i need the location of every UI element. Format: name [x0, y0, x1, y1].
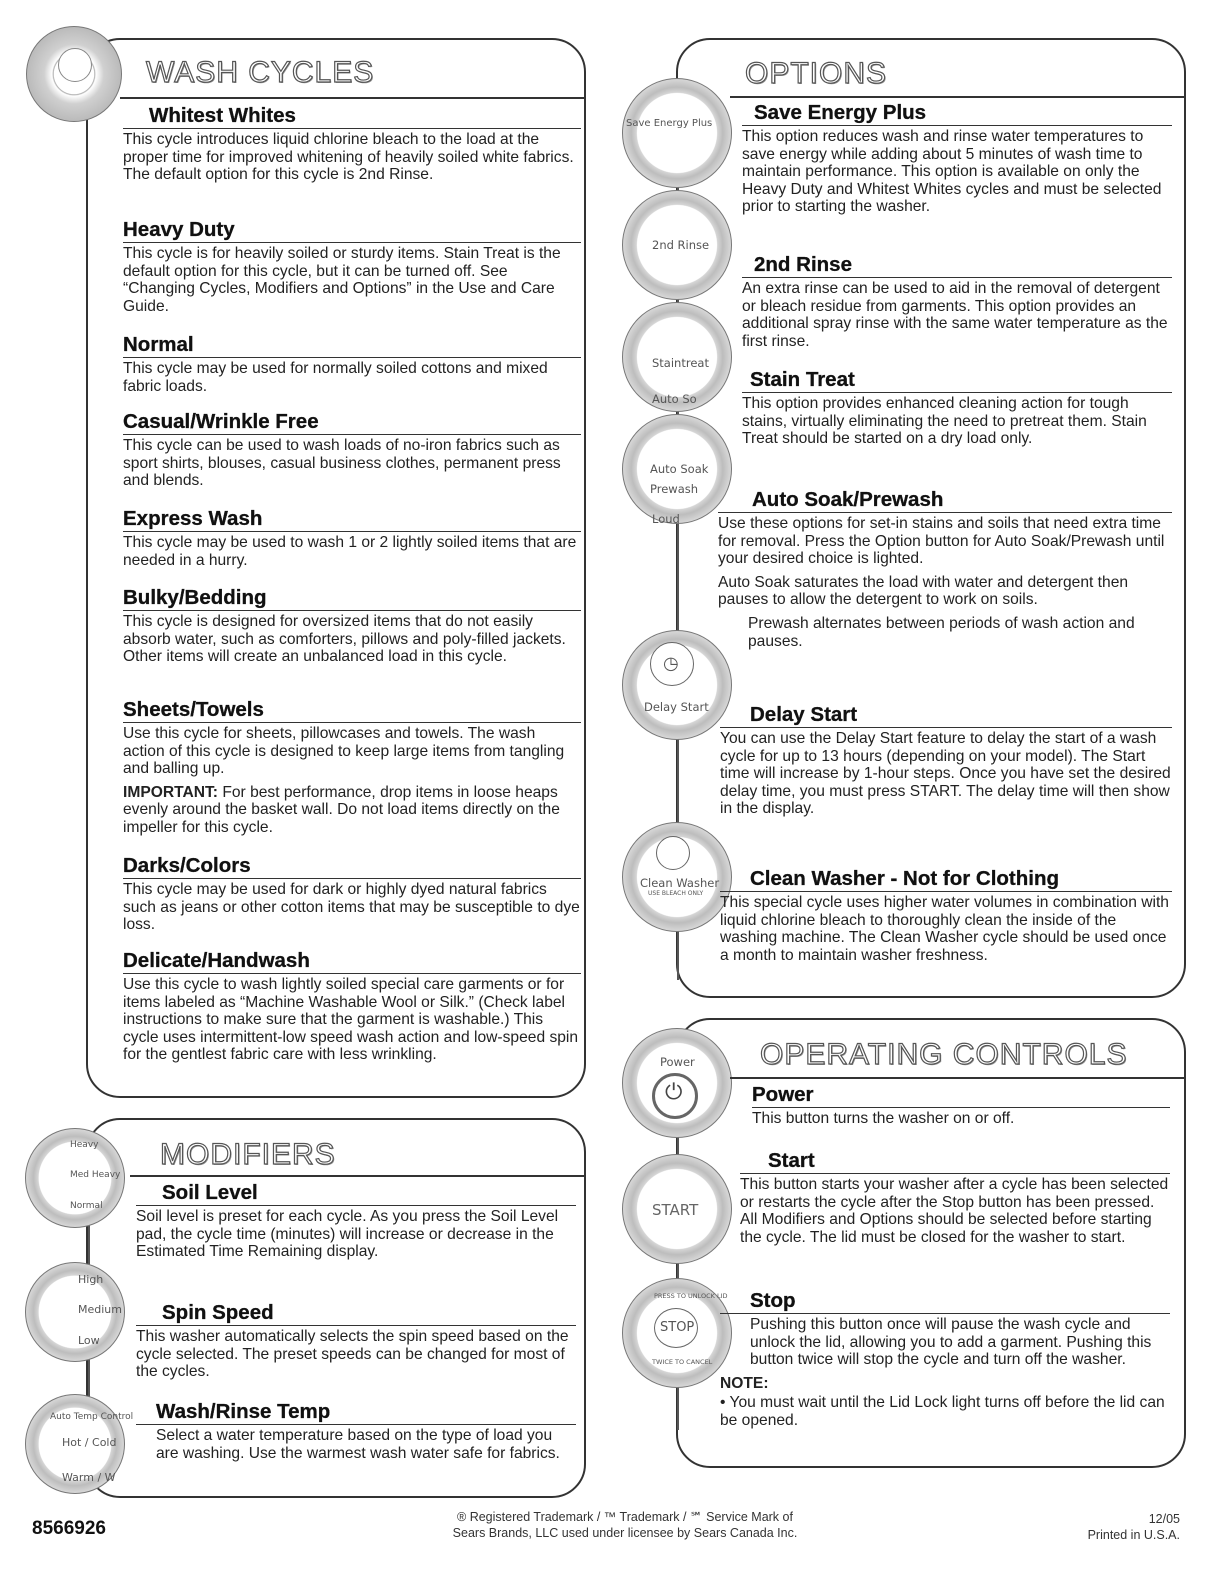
heading-stop: Stop [720, 1289, 1170, 1314]
power-knob-label: Power [660, 1055, 695, 1069]
modifiers-title: MODIFIERS [160, 1138, 336, 1171]
soil-label-normal: Normal [70, 1201, 103, 1211]
heading-start: Start [740, 1149, 1170, 1174]
body-stain-treat: This option provides enhanced cleaning action for tough stains, virtually eliminating the need to pretreat them. Stain Treat should be started on a dry load only. [742, 395, 1147, 448]
modifiers-title-rule [130, 1175, 586, 1177]
heading-delay-start: Delay Start [720, 703, 1172, 728]
section-whitest-whites [123, 104, 581, 184]
staintreat-knob-label: Staintreat [652, 356, 709, 370]
section-darks-colors [123, 854, 581, 934]
heading-casual-wrinkle-free: Casual/Wrinkle Free [123, 410, 581, 435]
heading-2nd-rinse: 2nd Rinse [742, 253, 1172, 278]
body-casual-wrinkle-free: This cycle can be used to wash loads of no-iron fabrics such as sport shirts, blouses, casual business clothes, permanent press and blends. [123, 437, 561, 490]
heading-sheets-towels: Sheets/Towels [123, 698, 581, 723]
delay-start-clock-icon: ◷ [663, 653, 679, 674]
body-spin-speed: This washer automatically selects the spin speed based on the cycle selected. The preset speeds can be changed for most of the cycles. [136, 1328, 569, 1381]
heading-power: Power [752, 1083, 1170, 1108]
temp-label-hot-cold: Hot / Cold [62, 1436, 117, 1449]
section-heavy-duty [123, 218, 581, 315]
body-heavy-duty: This cycle is for heavily soiled or sturdy items. Stain Treat is the default option for this cycle, but it can be turned off. See “Changing Cycles, Modifiers and Options” in the Use and Care Guide. [123, 245, 561, 315]
start-button-label[interactable]: START [652, 1201, 699, 1219]
temp-label-warm: Warm / W [62, 1471, 116, 1484]
body-start: This button starts your washer after a cycle has been selected or restarts the cycle after the Stop button has been pressed. All Modifiers and Options should be selected before starting the cycle. The lid must be closed for the washer to start. [740, 1176, 1169, 1246]
body-darks-colors: This cycle may be used for dark or highly dyed natural fabrics such as jeans or other cotton items that may be susceptible to dye loss. [123, 881, 580, 934]
section-start [740, 1149, 1170, 1246]
auto-soak-knob-label: Auto Soak [650, 462, 709, 476]
auto-soak-top-label: Auto So [652, 392, 697, 406]
wash-cycles-title-rule [120, 97, 586, 99]
stop-button-label: STOP [660, 1320, 695, 1335]
heading-delicate-handwash: Delicate/Handwash [123, 949, 581, 974]
delay-start-knob-label: Delay Start [644, 700, 709, 714]
body-sheets-towels: Use this cycle for sheets, pillowcases and towels. The wash action of this cycle is designed to keep large items from tangling and balling up. [123, 725, 565, 778]
section-2nd-rinse [742, 253, 1172, 350]
section-save-energy-plus [742, 101, 1172, 216]
stop-ring-bottom-label: TWICE TO CANCEL [652, 1358, 713, 1366]
body-whitest-whites: This cycle introduces liquid chlorine bleach to the load at the proper time for improved whitening of heavily soiled white fabrics. The default option for this cycle is 2nd Rinse. [123, 131, 574, 184]
save-energy-plus-knob[interactable] [622, 78, 732, 188]
power-icon: ⏻ [665, 1080, 683, 1105]
section-spin-speed [136, 1301, 576, 1381]
spin-label-medium: Medium [78, 1303, 122, 1316]
heading-whitest-whites: Whitest Whites [123, 104, 581, 129]
body-bulky-bedding: This cycle is designed for oversized items that do not easily absorb water, such as comforters, pillows and poly-filled jackets. Other items will create an unbalanced load in this cycle. [123, 613, 566, 666]
body-wash-rinse-temp: Select a water temperature based on the type of load you are washing. Use the warmest wash water safe for fabrics. [156, 1427, 560, 1462]
section-soil-level [136, 1181, 576, 1261]
heading-bulky-bedding: Bulky/Bedding [123, 586, 581, 611]
clean-washer-button[interactable] [656, 836, 690, 870]
heading-express-wash: Express Wash [123, 507, 581, 532]
printed-in: Printed in U.S.A. [1087, 1528, 1180, 1542]
section-power [752, 1083, 1170, 1128]
spin-label-high: High [78, 1273, 104, 1286]
wash-cycles-knob-center-icon [58, 48, 92, 82]
body-stop: Pushing this button once will pause the wash cycle and unlock the lid, allowing you to add a garment. Pushing this button twice will stop the cycle and turn off the washer. [750, 1316, 1152, 1369]
options-title-rule [730, 96, 1186, 98]
heading-wash-rinse-temp: Wash/Rinse Temp [136, 1400, 576, 1425]
body-auto-soak-prewash: Use these options for set-in stains and soils that need extra time for removal. Press the Option button for Auto Soak/Prewash until your desired choice is lighted. [718, 515, 1165, 568]
section-auto-soak-prewash [718, 488, 1172, 650]
section-normal [123, 333, 581, 395]
important-label: IMPORTANT: [123, 783, 218, 801]
options-title: OPTIONS [745, 57, 888, 90]
body3-auto-soak-prewash: Prewash alternates between periods of wash action and pauses. [748, 614, 1135, 650]
body-clean-washer: This special cycle uses higher water volumes in combination with liquid chlorine bleach to thoroughly clean the inside of the washing machine. The Clean Washer cycle should be used once a month to maintain washer freshness. [720, 894, 1169, 964]
save-energy-plus-knob-label: Save Energy Plus [626, 118, 713, 129]
heading-normal: Normal [123, 333, 581, 358]
section-delicate-handwash [123, 949, 581, 1064]
heading-auto-soak-prewash: Auto Soak/Prewash [718, 488, 1172, 513]
important-note [123, 784, 581, 837]
section-stop [720, 1289, 1170, 1430]
body-delicate-handwash: Use this cycle to wash lightly soiled special care garments or for items labeled as “Machine Washable Wool or Silk.” (Check label instructions to make sure that the garment is washable.) This cycle uses intermittent-low speed wash action and low-speed spin for the gentlest fabric care with less wrinkling. [123, 976, 579, 1064]
body-normal: This cycle may be used for normally soiled cottons and mixed fabric loads. [123, 360, 548, 395]
section-express-wash [123, 507, 581, 569]
heading-spin-speed: Spin Speed [136, 1301, 576, 1326]
body-power: This button turns the washer on or off. [752, 1110, 1015, 1127]
wash-cycles-title: WASH CYCLES [146, 56, 375, 89]
prewash-knob-label: Prewash [650, 482, 699, 496]
important-text: For best performance, drop items in loose heaps evenly around the basket wall. Do not load items directly on the impeller for this cycle. [123, 783, 560, 836]
loud-knob-label: Loud [652, 512, 680, 526]
heading-save-energy-plus: Save Energy Plus [742, 101, 1172, 126]
second-rinse-knob-label: 2nd Rinse [652, 238, 710, 252]
note-text: • You must wait until the Lid Lock light turns off before the lid can be opened. [720, 1394, 1165, 1429]
operating-controls-title-rule [730, 1077, 1186, 1079]
trademark-line-2: Sears Brands, LLC used under licensee by Sears Canada Inc. [452, 1526, 798, 1540]
body-soil-level: Soil level is preset for each cycle. As you press the Soil Level pad, the cycle time (minutes) will increase or decrease in the Estimated Time Remaining display. [136, 1208, 559, 1261]
heading-clean-washer: Clean Washer - Not for Clothing [720, 867, 1172, 892]
heading-heavy-duty: Heavy Duty [123, 218, 581, 243]
body-delay-start: You can use the Delay Start feature to delay the start of a wash cycle for up to 13 hours (depending on your model). The Start time will increase by 1-hour steps. Once you have set the desired delay time, you must press START. The delay time will then show in the display. [720, 730, 1171, 818]
body-express-wash: This cycle may be used to wash 1 or 2 lightly soiled items that are needed in a hurry. [123, 534, 577, 569]
section-wash-rinse-temp [136, 1400, 576, 1462]
section-bulky-bedding [123, 586, 581, 666]
section-stain-treat [742, 368, 1172, 448]
heading-soil-level: Soil Level [136, 1181, 576, 1206]
clean-washer-sub-label: USE BLEACH ONLY [648, 890, 704, 897]
print-date: 12/05 [1148, 1512, 1180, 1526]
section-sheets-towels [123, 698, 581, 837]
soil-label-heavy: Heavy [70, 1140, 99, 1150]
section-casual-wrinkle-free [123, 410, 581, 490]
part-number: 8566926 [32, 1518, 106, 1539]
body2-auto-soak-prewash: Auto Soak saturates the load with water and detergent then pauses to allow the detergent to work on soils. [718, 573, 1129, 609]
heading-stain-treat: Stain Treat [742, 368, 1172, 393]
trademark-line-1: ® Registered Trademark / ™ Trademark / ℠ Service Mark of [457, 1510, 793, 1524]
clean-washer-knob-label: Clean Washer [640, 876, 720, 890]
stop-ring-top-label: PRESS TO UNLOCK LID [654, 1292, 728, 1300]
note-label: NOTE: [720, 1374, 769, 1392]
soil-label-med-heavy: Med Heavy [70, 1170, 121, 1180]
section-delay-start [720, 703, 1172, 818]
operating-controls-title: OPERATING CONTROLS [760, 1038, 1128, 1071]
heading-darks-colors: Darks/Colors [123, 854, 581, 879]
temp-label-auto: Auto Temp Control [50, 1412, 134, 1422]
section-clean-washer [720, 867, 1172, 964]
spin-label-low: Low [78, 1334, 100, 1347]
body-save-energy-plus: This option reduces wash and rinse water temperatures to save energy while adding about 5 minutes of wash time to maintain performance. This option is available on only the Heavy Duty and Whitest Whites cycles and must be selected prior to starting the washer. [742, 128, 1162, 216]
body-2nd-rinse: An extra rinse can be used to aid in the removal of detergent or bleach residue from garments. This option provides an additional spray rinse with the same water temperature as the first rinse. [742, 280, 1168, 350]
